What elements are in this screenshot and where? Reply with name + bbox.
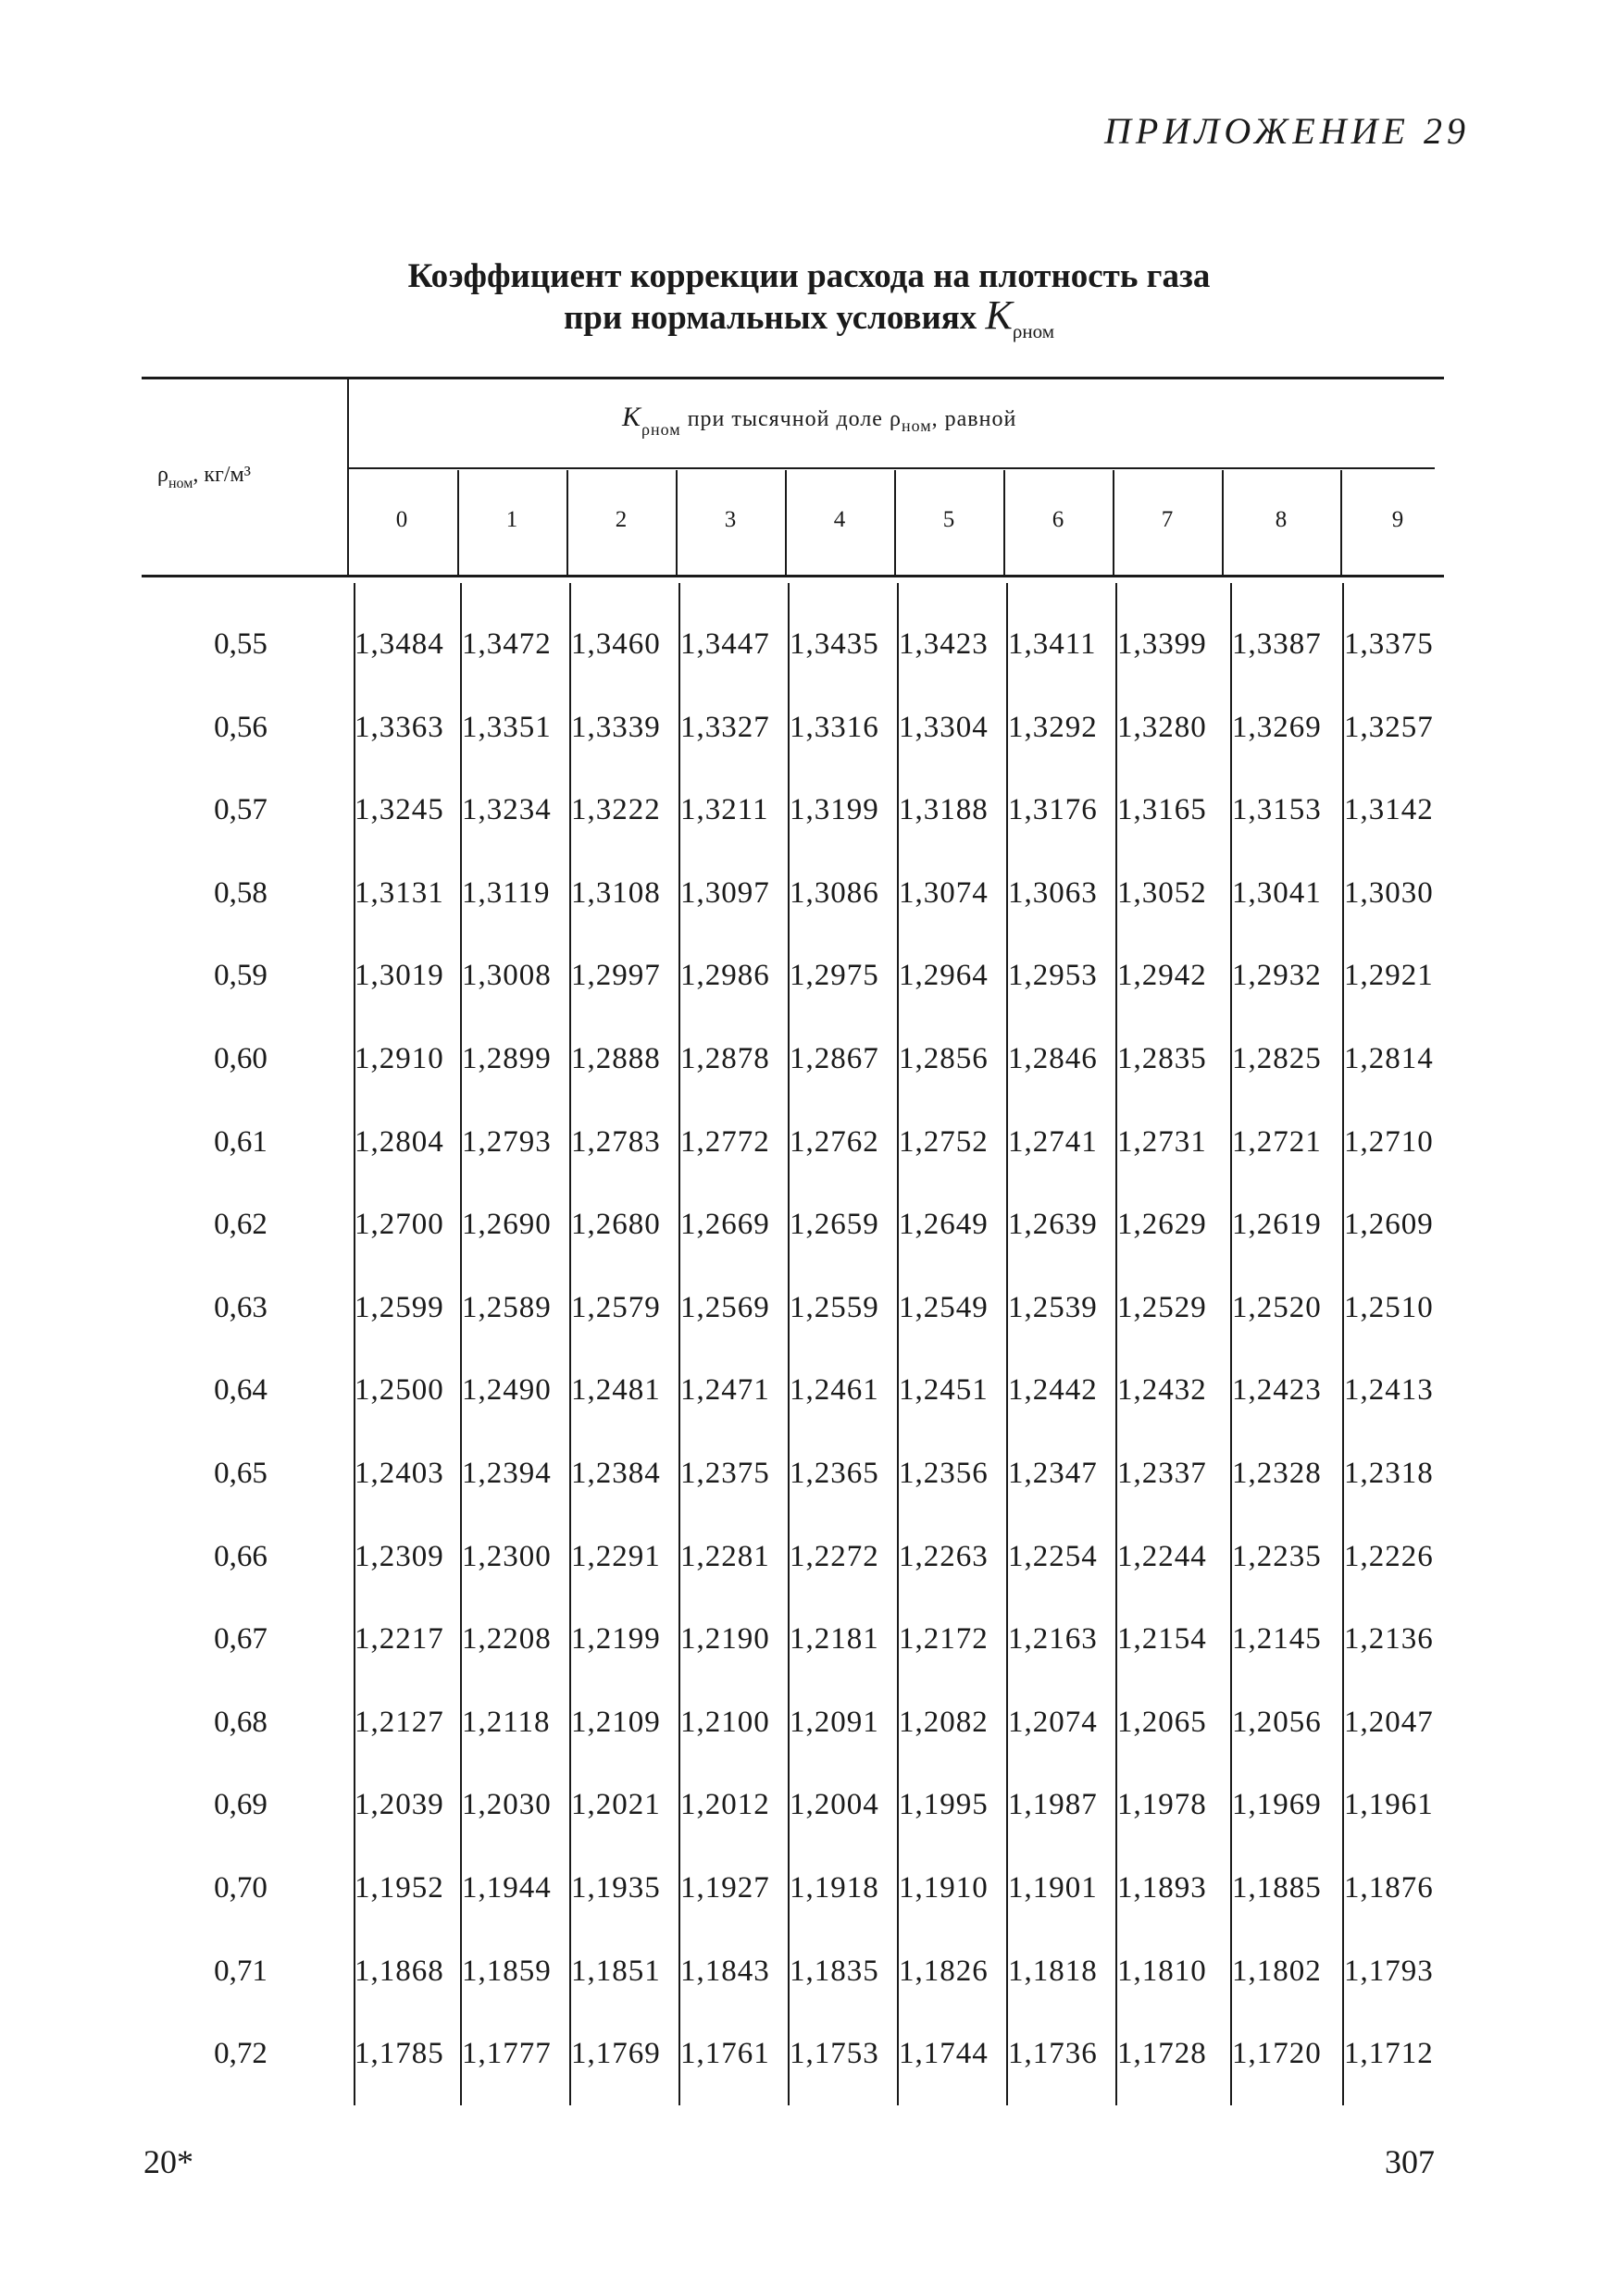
table-cell: 1,2021: [571, 1788, 661, 1821]
table-cell: 1,2235: [1232, 1540, 1322, 1573]
table-cell: 1,1720: [1232, 2037, 1322, 2070]
table-cell: 1,1910: [899, 1871, 989, 1905]
header-col-divider: [785, 470, 787, 575]
table-cell: 1,1777: [462, 2037, 552, 2070]
column-digit-header: 1: [505, 507, 518, 532]
table-cell: 1,2549: [899, 1291, 989, 1324]
table-cell: 1,2082: [899, 1706, 989, 1739]
table-cell: 1,2481: [571, 1373, 661, 1407]
table-cell: 1,3375: [1344, 627, 1434, 661]
col-group-symbol: K: [622, 402, 642, 432]
table-cell: 1,2964: [899, 959, 989, 992]
col-group-symbol-sub-rho: ρ: [641, 420, 651, 439]
table-cell: 1,2510: [1344, 1291, 1434, 1324]
row-density-label: 0,63: [214, 1291, 268, 1324]
table-cell: 1,2100: [680, 1706, 770, 1739]
table-cell: 1,2394: [462, 1457, 552, 1490]
table-cell: 1,2356: [899, 1457, 989, 1490]
table-cell: 1,2659: [790, 1208, 879, 1241]
table-cell: 1,1952: [355, 1871, 444, 1905]
table-cell: 1,1901: [1008, 1871, 1098, 1905]
table-cell: 1,3119: [462, 876, 551, 910]
table-cell: 1,2741: [1008, 1125, 1098, 1159]
table-cell: 1,2254: [1008, 1540, 1098, 1573]
table-cell: 1,2263: [899, 1540, 989, 1573]
table-cell: 1,2208: [462, 1622, 552, 1656]
table-cell: 1,2004: [790, 1788, 879, 1821]
title-symbol-sub: [1013, 320, 1054, 342]
table-cell: 1,2589: [462, 1291, 552, 1324]
table-cell: 1,2300: [462, 1540, 552, 1573]
table-cell: 1,2520: [1232, 1291, 1322, 1324]
table-cell: 1,2272: [790, 1540, 879, 1573]
header-col-divider: [566, 470, 568, 575]
table-cell: 1,2181: [790, 1622, 879, 1656]
table-cell: 1,2423: [1232, 1373, 1322, 1407]
table-cell: 1,1876: [1344, 1871, 1434, 1905]
table-cell: 1,1927: [680, 1871, 770, 1905]
table-cell: 1,1859: [462, 1955, 552, 1988]
header-col-divider: [457, 470, 459, 575]
appendix-label: ПРИЛОЖЕНИЕ 29: [1104, 110, 1470, 152]
table-cell: 1,2579: [571, 1291, 661, 1324]
table-cell: 1,2451: [899, 1373, 989, 1407]
table-cell: 1,1868: [355, 1955, 444, 1988]
table-cell: 1,1744: [899, 2037, 989, 2070]
table-cell: 1,2500: [355, 1373, 444, 1407]
header-col-divider: [1113, 470, 1114, 575]
row-density-label: 0,72: [214, 2037, 268, 2070]
title-symbol-sub-rho: ρ: [1012, 320, 1023, 342]
table-cell: 1,1835: [790, 1955, 879, 1988]
table-cell: 1,3153: [1232, 793, 1322, 826]
table-cell: 1,2403: [355, 1457, 444, 1490]
table-cell: 1,2163: [1008, 1622, 1098, 1656]
table-cell: 1,3199: [790, 793, 879, 826]
table-cell: 1,3472: [462, 627, 552, 661]
table-cell: 1,3327: [680, 711, 770, 744]
table-cell: 1,2413: [1344, 1373, 1434, 1407]
table-cell: 1,2529: [1117, 1291, 1207, 1324]
table-cell: 1,2721: [1232, 1125, 1322, 1159]
table-cell: 1,1995: [899, 1788, 989, 1821]
table-cell: 1,2056: [1232, 1706, 1322, 1739]
row-density-label: 0,60: [214, 1042, 268, 1075]
table-cell: 1,2783: [571, 1125, 661, 1159]
table-cell: 1,3142: [1344, 793, 1434, 826]
page-number: 307: [1385, 2143, 1435, 2180]
table-cell: 1,3041: [1232, 876, 1322, 910]
table-cell: 1,2846: [1008, 1042, 1098, 1075]
table-cell: 1,2490: [462, 1373, 552, 1407]
table-cell: 1,2442: [1008, 1373, 1098, 1407]
table-cell: 1,2145: [1232, 1622, 1322, 1656]
row-density-label: 0,65: [214, 1457, 268, 1490]
table-cell: 1,2752: [899, 1125, 989, 1159]
table-cell: 1,2599: [355, 1291, 444, 1324]
table-cell: 1,2065: [1117, 1706, 1207, 1739]
table-cell: 1,2309: [355, 1540, 444, 1573]
table-cell: 1,2291: [571, 1540, 661, 1573]
table-cell: 1,1969: [1232, 1788, 1322, 1821]
table-cell: 1,1793: [1344, 1955, 1434, 1988]
table-cell: 1,2921: [1344, 959, 1434, 992]
table-cell: 1,3447: [680, 627, 770, 661]
table-cell: 1,1978: [1117, 1788, 1207, 1821]
table-cell: 1,3019: [355, 959, 444, 992]
table-cell: 1,2700: [355, 1208, 444, 1241]
table-cell: 1,2127: [355, 1706, 444, 1739]
table-cell: 1,2629: [1117, 1208, 1207, 1241]
row-density-label: 0,58: [214, 876, 268, 910]
table-cell: 1,1818: [1008, 1955, 1098, 1988]
header-col-divider: [1340, 470, 1342, 575]
table-cell: 1,2217: [355, 1622, 444, 1656]
row-density-label: 0,70: [214, 1871, 268, 1905]
title-line-2-text: при нормальных условиях: [563, 299, 977, 337]
table-cell: 1,2772: [680, 1125, 770, 1159]
table-cell: 1,2856: [899, 1042, 989, 1075]
table-cell: 1,3363: [355, 711, 444, 744]
table-cell: 1,2539: [1008, 1291, 1098, 1324]
table-cell: 1,1961: [1344, 1788, 1434, 1821]
table-cell: 1,2953: [1008, 959, 1098, 992]
table-cell: 1,2804: [355, 1125, 444, 1159]
table-cell: 1,3460: [571, 627, 661, 661]
table-cell: 1,3292: [1008, 711, 1098, 744]
table-cell: 1,2365: [790, 1457, 879, 1490]
header-col-divider: [1003, 470, 1005, 575]
col-group-text: при тысячной доле: [680, 407, 890, 431]
table-top-rule: [142, 377, 1444, 379]
row-density-label: 0,59: [214, 959, 268, 992]
row-density-label: 0,66: [214, 1540, 268, 1573]
table-cell: 1,3052: [1117, 876, 1207, 910]
table-cell: 1,2471: [680, 1373, 770, 1407]
table-cell: 1,2154: [1117, 1622, 1207, 1656]
title-symbol-subsub: ном: [1022, 320, 1055, 342]
table-cell: 1,2669: [680, 1208, 770, 1241]
row-density-label: 0,57: [214, 793, 268, 826]
table-cell: 1,2910: [355, 1042, 444, 1075]
table-cell: 1,3411: [1008, 627, 1097, 661]
table-cell: 1,2012: [680, 1788, 770, 1821]
table-cell: 1,1935: [571, 1871, 661, 1905]
table-cell: 1,2199: [571, 1622, 661, 1656]
table-cell: 1,1826: [899, 1955, 989, 1988]
table-cell: 1,2172: [899, 1622, 989, 1656]
header-col-divider: [1222, 470, 1224, 575]
table-cell: 1,3351: [462, 711, 552, 744]
col-group-rho: ρ: [889, 407, 902, 431]
table-cell: 1,2039: [355, 1788, 444, 1821]
table-cell: 1,1769: [571, 2037, 661, 2070]
table-cell: 1,2281: [680, 1540, 770, 1573]
header-col-divider: [894, 470, 896, 575]
table-cell: 1,2569: [680, 1291, 770, 1324]
table-cell: 1,3399: [1117, 627, 1207, 661]
table-cell: 1,2432: [1117, 1373, 1207, 1407]
table-cell: 1,3086: [790, 876, 879, 910]
table-cell: 1,3269: [1232, 711, 1322, 744]
table-cell: 1,2226: [1344, 1540, 1434, 1573]
table-cell: 1,3074: [899, 876, 989, 910]
table-cell: 1,2649: [899, 1208, 989, 1241]
table-cell: 1,2899: [462, 1042, 552, 1075]
row-density-label: 0,64: [214, 1373, 268, 1407]
row-density-label: 0,55: [214, 627, 268, 661]
table-cell: 1,3339: [571, 711, 661, 744]
table-cell: 1,2091: [790, 1706, 879, 1739]
table-cell: 1,3387: [1232, 627, 1322, 661]
table-cell: 1,1736: [1008, 2037, 1098, 2070]
table-cell: 1,2762: [790, 1125, 879, 1159]
table-cell: 1,1885: [1232, 1871, 1322, 1905]
table-cell: 1,2559: [790, 1291, 879, 1324]
table-cell: 1,2384: [571, 1457, 661, 1490]
column-digit-header: 7: [1161, 507, 1174, 532]
table-cell: 1,2867: [790, 1042, 879, 1075]
table-cell: 1,2878: [680, 1042, 770, 1075]
table-cell: 1,3257: [1344, 711, 1434, 744]
table-cell: 1,2619: [1232, 1208, 1322, 1241]
table-cell: 1,1761: [680, 2037, 770, 2070]
table-cell: 1,2710: [1344, 1125, 1434, 1159]
table-cell: 1,2118: [462, 1706, 551, 1739]
row-header-rho-sub: ном: [168, 476, 193, 491]
table-cell: 1,2731: [1117, 1125, 1207, 1159]
column-digit-header: 0: [395, 507, 408, 532]
column-group-header: [622, 402, 1017, 439]
row-density-label: 0,69: [214, 1788, 268, 1821]
table-cell: 1,2318: [1344, 1457, 1434, 1490]
table-cell: 1,3131: [355, 876, 444, 910]
row-density-label: 0,61: [214, 1125, 268, 1159]
row-header: [157, 463, 251, 491]
header-col-divider: [676, 470, 678, 575]
table-cell: 1,3423: [899, 627, 989, 661]
header-bottom-rule: [142, 575, 1444, 577]
table-cell: 1,1728: [1117, 2037, 1207, 2070]
table-cell: 1,2793: [462, 1125, 552, 1159]
table-cell: 1,3108: [571, 876, 661, 910]
row-header-rho: ρ: [157, 463, 168, 487]
table-cell: 1,2986: [680, 959, 770, 992]
table-cell: 1,2337: [1117, 1457, 1207, 1490]
table-cell: 1,1802: [1232, 1955, 1322, 1988]
table-cell: 1,2461: [790, 1373, 879, 1407]
table-cell: 1,2814: [1344, 1042, 1434, 1075]
table-cell: 1,2975: [790, 959, 879, 992]
table-cell: 1,2074: [1008, 1706, 1098, 1739]
table-cell: 1,3063: [1008, 876, 1098, 910]
table-cell: 1,3176: [1008, 793, 1098, 826]
table-cell: 1,3211: [680, 793, 769, 826]
table-cell: 1,2244: [1117, 1540, 1207, 1573]
table-cell: 1,2680: [571, 1208, 661, 1241]
table-cell: 1,1712: [1344, 2037, 1434, 2070]
table-cell: 1,3222: [571, 793, 661, 826]
table-cell: 1,2190: [680, 1622, 770, 1656]
table-cell: 1,2942: [1117, 959, 1207, 992]
table-cell: 1,3245: [355, 793, 444, 826]
table-cell: 1,2375: [680, 1457, 770, 1490]
column-digit-header: 9: [1391, 507, 1404, 532]
table-cell: 1,3304: [899, 711, 989, 744]
table-cell: 1,2328: [1232, 1457, 1322, 1490]
table-cell: 1,3030: [1344, 876, 1434, 910]
title-symbol: K: [985, 292, 1013, 338]
column-digit-header: 6: [1052, 507, 1064, 532]
column-digit-header: 8: [1275, 507, 1288, 532]
table-cell: 1,2347: [1008, 1457, 1098, 1490]
table-cell: 1,3484: [355, 627, 444, 661]
table-cell: 1,2835: [1117, 1042, 1207, 1075]
table-cell: 1,2609: [1344, 1208, 1434, 1241]
table-cell: 1,2136: [1344, 1622, 1434, 1656]
title-line-2: [0, 292, 1618, 342]
column-digit-header: 4: [833, 507, 846, 532]
table-cell: 1,3188: [899, 793, 989, 826]
table-cell: 1,1851: [571, 1955, 661, 1988]
table-cell: 1,1987: [1008, 1788, 1098, 1821]
row-density-label: 0,71: [214, 1955, 268, 1988]
page-title: [0, 257, 1618, 341]
row-density-label: 0,67: [214, 1622, 268, 1656]
table-cell: 1,2997: [571, 959, 661, 992]
table-cell: 1,2888: [571, 1042, 661, 1075]
table-cell: 1,2639: [1008, 1208, 1098, 1241]
table-cell: 1,3008: [462, 959, 552, 992]
column-digit-header: 5: [942, 507, 955, 532]
table-cell: 1,3316: [790, 711, 879, 744]
footer-signature-mark: 20*: [143, 2143, 193, 2180]
table-cell: 1,3097: [680, 876, 770, 910]
title-line-1: Коэффициент коррекции расхода на плотность газа: [407, 257, 1211, 295]
table-cell: 1,3280: [1117, 711, 1207, 744]
table-cell: 1,1785: [355, 2037, 444, 2070]
column-digit-header: 3: [724, 507, 737, 532]
row-density-label: 0,62: [214, 1208, 268, 1241]
table-cell: 1,2690: [462, 1208, 552, 1241]
table-cell: 1,1843: [680, 1955, 770, 1988]
col-group-rho-sub: ном: [901, 416, 932, 435]
table-cell: 1,3435: [790, 627, 879, 661]
header-col-divider: [347, 379, 349, 575]
col-group-text-after: , равной: [931, 407, 1017, 431]
table-cell: 1,2932: [1232, 959, 1322, 992]
row-density-label: 0,56: [214, 711, 268, 744]
table-cell: 1,1944: [462, 1871, 552, 1905]
table-cell: 1,1918: [790, 1871, 879, 1905]
row-density-label: 0,68: [214, 1706, 268, 1739]
table-cell: 1,1893: [1117, 1871, 1207, 1905]
header-mid-rule: [347, 467, 1435, 469]
table-cell: 1,2047: [1344, 1706, 1434, 1739]
table-cell: 1,2825: [1232, 1042, 1322, 1075]
table-cell: 1,2109: [571, 1706, 661, 1739]
col-group-symbol-sub: [641, 420, 681, 439]
table-cell: 1,1810: [1117, 1955, 1207, 1988]
table-cell: 1,1753: [790, 2037, 879, 2070]
col-group-symbol-subsub: ном: [651, 420, 681, 439]
table-cell: 1,3165: [1117, 793, 1207, 826]
column-digit-header: 2: [615, 507, 628, 532]
row-header-unit: , кг/м³: [193, 463, 251, 487]
table-cell: 1,3234: [462, 793, 552, 826]
table-cell: 1,2030: [462, 1788, 552, 1821]
